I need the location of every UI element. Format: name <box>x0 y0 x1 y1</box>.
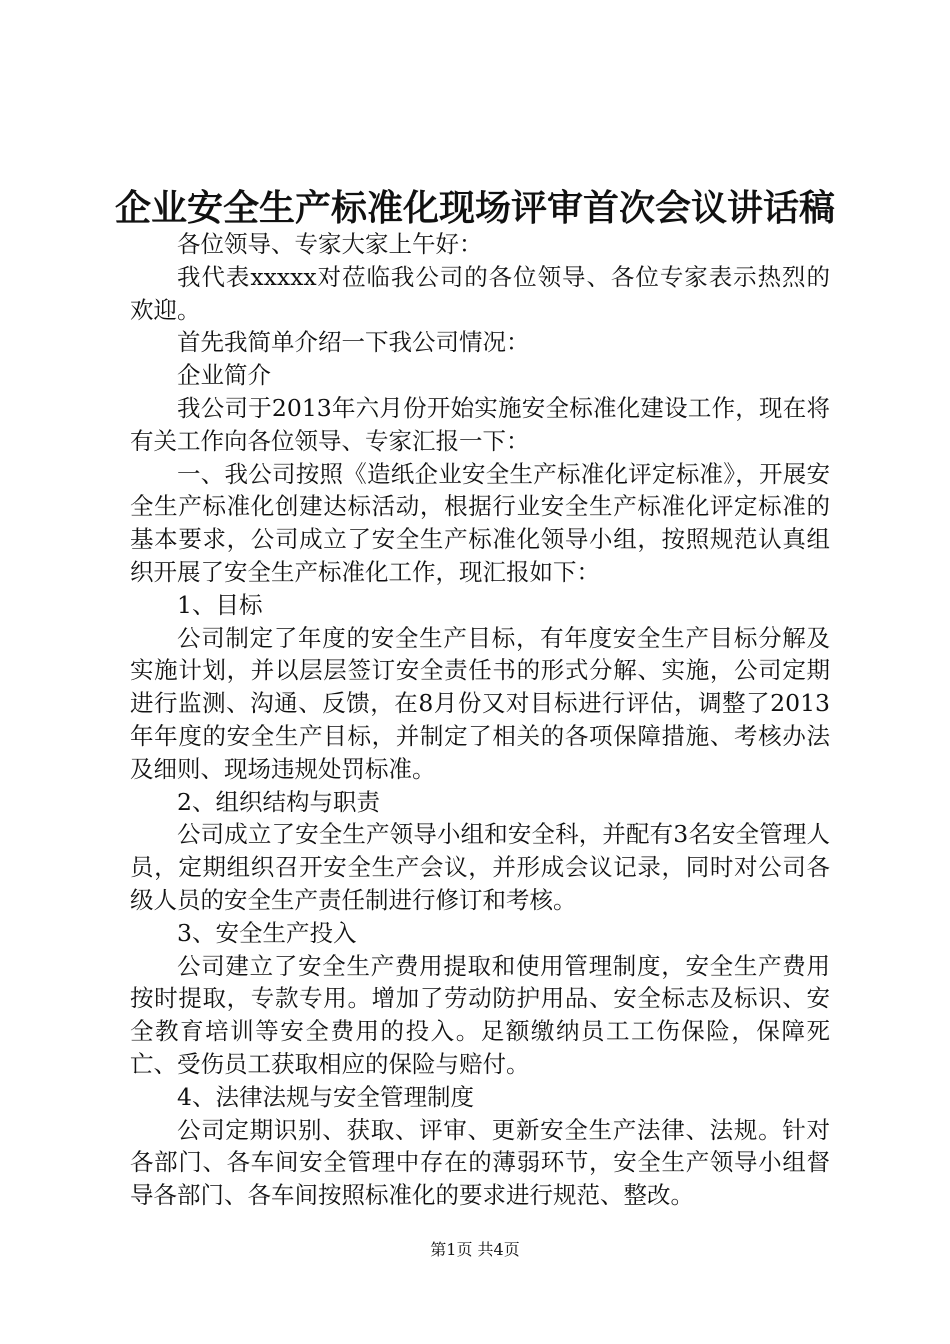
body-paragraph: 公司制定了年度的安全生产目标，有年度安全生产目标分解及实施计划，并以层层签订安全责任书的形式分解、实施，公司定期进行监测、沟通、反馈，在8月份又对目标进行评估，调整了2013年年度的安全生产目标，并制定了相关的各项保障措施、考核办法及细则、现场违规处罚标准。 <box>130 623 830 783</box>
section-heading-goals: 1、目标 <box>177 590 263 619</box>
body-paragraph: 一、我公司按照《造纸企业安全生产标准化评定标准》，开展安全生产标准化创建达标活动，根据行业安全生产标准化评定标准的基本要求，公司成立了安全生产标准化领导小组，按照规范认真组织开展了安全生产标准化工作，现汇报如下： <box>130 459 830 586</box>
body-paragraph: 我公司于2013年六月份开始实施安全标准化建设工作，现在将有关工作向各位领导、专家汇报一下： <box>130 393 830 455</box>
page-number-footer: 第1页 共4页 <box>430 1240 520 1259</box>
intro-paragraph: 首先我简单介绍一下我公司情况： <box>177 328 530 357</box>
body-paragraph: 公司定期识别、获取、评审、更新安全生产法律、法规。针对各部门、各车间安全管理中存在的薄弱环节，安全生产领导小组督导各部门、各车间按照标准化的要求进行规范、整改。 <box>130 1115 830 1210</box>
welcome-paragraph: 我代表xxxxx对莅临我公司的各位领导、各位专家表示热烈的欢迎。 <box>130 262 830 324</box>
body-paragraph: 公司建立了安全生产费用提取和使用管理制度，安全生产费用按时提取，专款专用。增加了劳动防护用品、安全标志及标识、安全教育培训等安全费用的投入。足额缴纳员工工伤保险，保障死亡、受伤员工获取相应的保险与赔付。 <box>130 951 830 1078</box>
section-heading-regulations: 4、法律法规与安全管理制度 <box>177 1082 474 1111</box>
section-heading-organization: 2、组织结构与职责 <box>177 787 380 816</box>
section-heading-investment: 3、安全生产投入 <box>177 918 357 947</box>
document-body <box>130 228 830 1212</box>
greeting-paragraph: 各位领导、专家大家上午好： <box>177 230 483 258</box>
document-title: 企业安全生产标准化现场评审首次会议讲话稿 <box>114 187 835 229</box>
section-heading-company-profile: 企业简介 <box>177 361 271 390</box>
body-paragraph: 公司成立了安全生产领导小组和安全科，并配有3名安全管理人员，定期组织召开安全生产会议，并形成会议记录，同时对公司各级人员的安全生产责任制进行修订和考核。 <box>130 820 830 914</box>
